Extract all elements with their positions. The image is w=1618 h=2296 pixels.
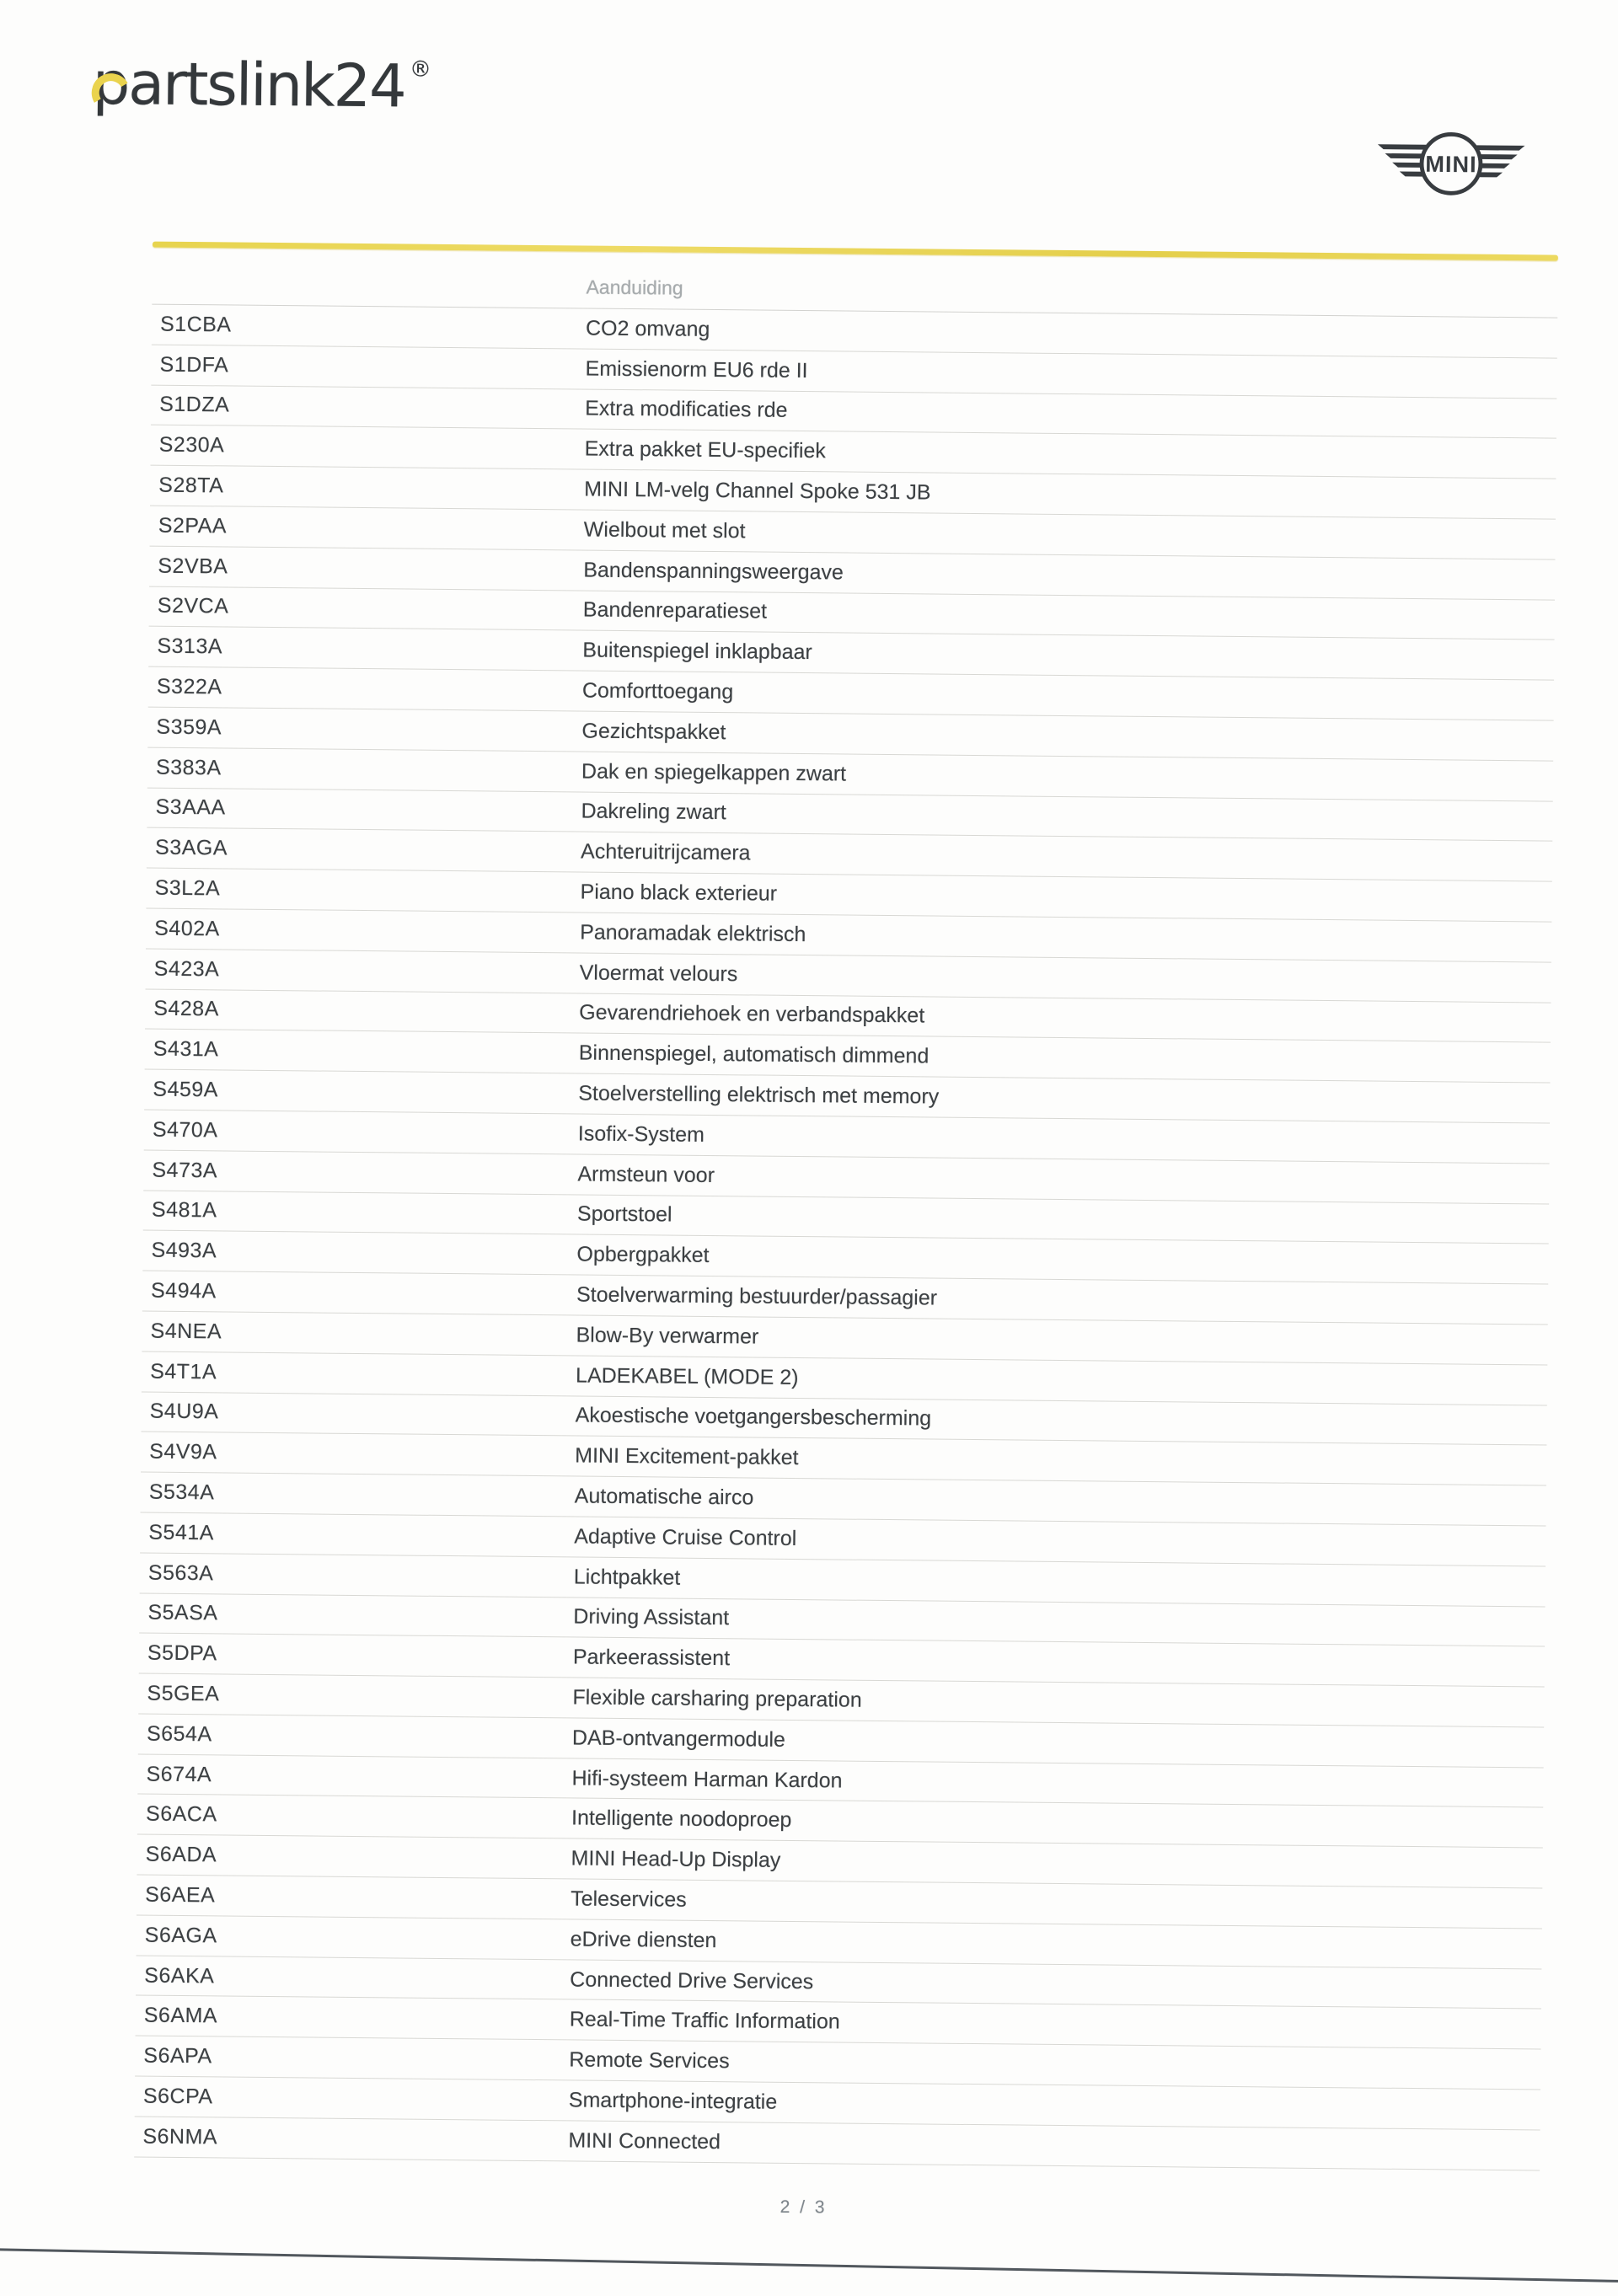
option-code: S2VBA xyxy=(158,554,228,579)
table-body xyxy=(134,305,1557,2171)
option-code: S6AKA xyxy=(144,1963,215,1988)
option-code: S1DZA xyxy=(159,393,230,417)
option-description: Parkeerassistent xyxy=(572,1645,731,1671)
option-description: Emissienorm EU6 rde II xyxy=(585,356,808,383)
option-code: S5ASA xyxy=(147,1601,218,1625)
option-code: S6CPA xyxy=(142,2084,213,2109)
option-description: Extra modificaties rde xyxy=(585,397,788,423)
option-description: LADEKABEL (MODE 2) xyxy=(575,1363,799,1389)
option-code: S674A xyxy=(146,1762,212,1786)
option-description: Buitenspiegel inklapbaar xyxy=(582,638,812,665)
option-code: S3AGA xyxy=(154,835,228,860)
yellow-divider xyxy=(153,242,1558,261)
page-number: 2 / 3 xyxy=(780,2197,828,2218)
option-description: Panoramadak elektrisch xyxy=(580,920,806,946)
option-code: S5GEA xyxy=(147,1681,220,1706)
option-description: Dakreling zwart xyxy=(581,799,726,825)
mini-logo-text: MINI xyxy=(1425,150,1477,178)
option-description: Wielbout met slot xyxy=(583,517,746,543)
option-code: S473A xyxy=(152,1158,218,1183)
option-code: S322A xyxy=(156,674,222,699)
option-code: S6AMA xyxy=(143,2003,218,2028)
option-description: DAB-ontvangermodule xyxy=(571,1726,786,1752)
option-code: S5DPA xyxy=(147,1640,217,1666)
option-code: S4U9A xyxy=(149,1400,219,1424)
option-description: Stoelverstelling elektrisch met memory xyxy=(578,1081,940,1109)
option-code: S2PAA xyxy=(158,513,228,538)
option-description: Armsteun voor xyxy=(577,1162,715,1187)
option-description: Driving Assistant xyxy=(573,1604,730,1630)
option-description: MINI Connected xyxy=(568,2128,721,2154)
option-description: Comforttoegang xyxy=(581,678,734,704)
option-description: Akoestische voetgangersbescherming xyxy=(575,1403,932,1431)
option-code: S6ACA xyxy=(145,1801,217,1827)
option-code: S4T1A xyxy=(150,1359,217,1383)
option-description: Smartphone-integratie xyxy=(568,2088,778,2114)
option-code: S4NEA xyxy=(150,1319,222,1344)
option-code: S563A xyxy=(147,1560,214,1585)
registered-trademark-symbol: ® xyxy=(409,56,432,83)
option-code: S481A xyxy=(151,1198,217,1223)
option-description: Flexible carsharing preparation xyxy=(572,1685,862,1712)
option-description: Adaptive Cruise Control xyxy=(574,1524,797,1550)
option-description: eDrive diensten xyxy=(570,1927,717,1952)
option-description: Bandenspanningsweergave xyxy=(583,558,844,585)
option-code: S431A xyxy=(153,1036,219,1062)
option-code: S494A xyxy=(150,1278,217,1303)
option-description: Stoelverwarming bestuurder/passagier xyxy=(576,1282,938,1310)
option-description: MINI LM-velg Channel Spoke 531 JB xyxy=(584,477,931,505)
option-code: S28TA xyxy=(158,473,224,498)
option-code: S6APA xyxy=(143,2043,212,2069)
option-description: Remote Services xyxy=(569,2047,730,2074)
option-description: Vloermat velours xyxy=(579,961,738,986)
option-description: Teleservices xyxy=(571,1887,687,1912)
option-code: S428A xyxy=(153,997,219,1021)
option-code: S6ADA xyxy=(145,1842,217,1867)
option-code: S383A xyxy=(155,755,222,780)
option-code: S4V9A xyxy=(149,1439,217,1464)
option-code: S493A xyxy=(151,1238,217,1263)
option-code: S534A xyxy=(148,1480,215,1505)
option-code: S459A xyxy=(153,1077,219,1102)
partslink24-logo xyxy=(92,48,432,121)
option-code: S470A xyxy=(152,1117,218,1143)
option-code: S1CBA xyxy=(159,312,232,337)
option-code: S3L2A xyxy=(154,875,221,901)
option-description: MINI Excitement-pakket xyxy=(575,1443,799,1470)
option-description: Achteruitrijcamera xyxy=(580,839,751,865)
option-description: Lichtpakket xyxy=(573,1565,681,1590)
option-description: Intelligente noodoproep xyxy=(571,1806,792,1833)
option-code: S423A xyxy=(153,956,220,982)
option-description: Real-Time Traffic Information xyxy=(569,2007,840,2034)
option-code: S3AAA xyxy=(155,795,226,820)
option-code: S402A xyxy=(154,916,220,941)
option-description: Bandenreparatieset xyxy=(582,597,768,624)
option-description: Extra pakket EU-specifiek xyxy=(584,436,827,463)
option-description: Opbergpakket xyxy=(576,1242,710,1268)
option-code: S359A xyxy=(156,714,222,740)
partslink24-logo-text: partslink24 xyxy=(92,48,406,121)
option-description: Gezichtspakket xyxy=(581,719,726,745)
options-table xyxy=(134,272,1557,2171)
option-description: Blow-By verwarmer xyxy=(576,1323,759,1349)
option-code: S6NMA xyxy=(142,2124,218,2149)
mini-wings-icon xyxy=(1369,121,1534,206)
option-code: S313A xyxy=(157,634,223,659)
option-description: Sportstoel xyxy=(576,1202,672,1227)
option-description: Gevarendriehoek en verbandspakket xyxy=(579,1000,925,1028)
option-description: MINI Head-Up Display xyxy=(571,1846,781,1873)
description-column-header: Aanduiding xyxy=(586,276,683,299)
option-description: Hifi-systeem Harman Kardon xyxy=(571,1766,843,1793)
option-code: S230A xyxy=(158,432,225,458)
mini-logo xyxy=(1369,121,1534,206)
option-description: Connected Drive Services xyxy=(570,1967,814,1994)
option-code: S6AGA xyxy=(144,1923,217,1948)
option-description: Piano black exterieur xyxy=(580,880,778,906)
option-code: S1DFA xyxy=(159,352,229,377)
option-description: Dak en spiegelkappen zwart xyxy=(581,759,847,786)
option-code: S654A xyxy=(146,1721,212,1747)
option-description: Isofix-System xyxy=(577,1121,705,1147)
code-column-header xyxy=(153,272,587,276)
option-code: S6AEA xyxy=(145,1882,216,1908)
option-description: Automatische airco xyxy=(574,1484,754,1510)
option-description: CO2 omvang xyxy=(585,316,710,341)
option-description: Binnenspiegel, automatisch dimmend xyxy=(578,1041,930,1068)
option-code: S2VCA xyxy=(157,594,229,618)
option-code: S541A xyxy=(148,1520,215,1545)
